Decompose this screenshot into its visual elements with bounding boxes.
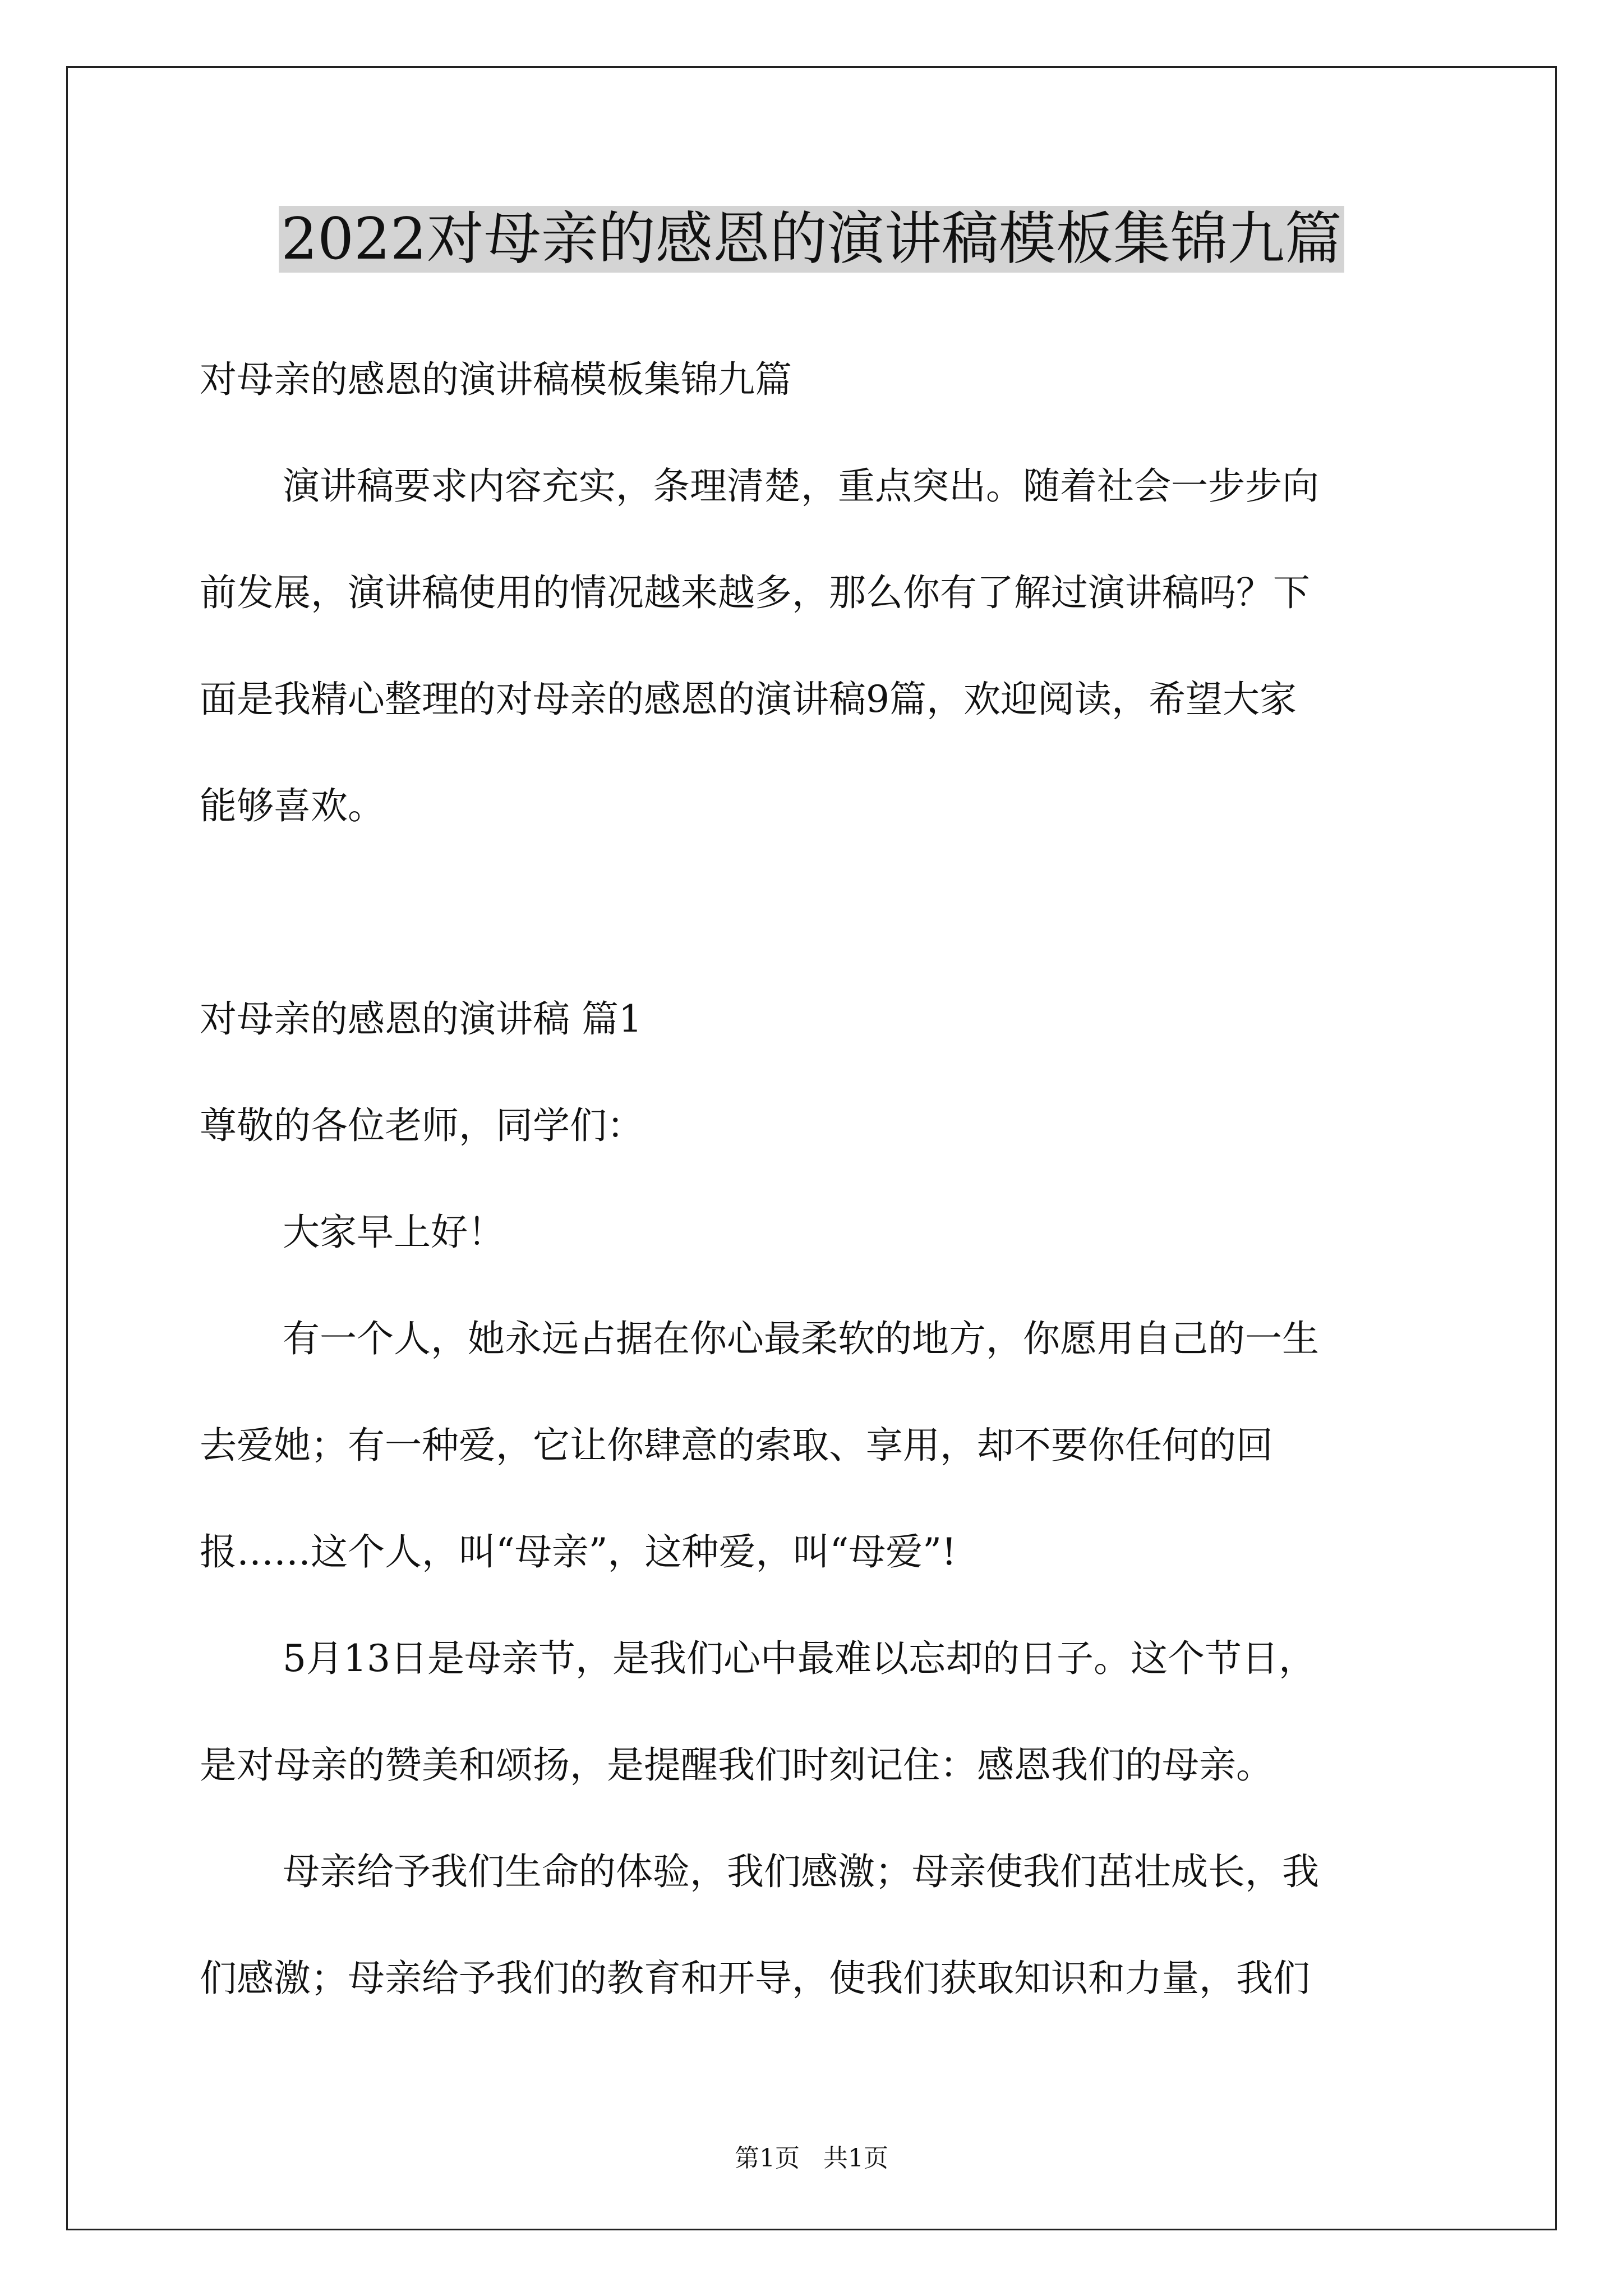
body-line: 前发展，演讲稿使用的情况越来越多，那么你有了解过演讲稿吗？下 [200,571,1310,614]
document-title-text: 2022对母亲的感恩的演讲稿模板集锦九篇 [279,206,1344,273]
document-body [200,326,1433,2032]
body-line: 有一个人，她永远占据在你心最柔软的地方，你愿用自己的一生 [283,1317,1319,1360]
body-line: 母亲给予我们生命的体验，我们感激；母亲使我们茁壮成长，我 [283,1850,1319,1893]
body-line: 是对母亲的赞美和颂扬，是提醒我们时刻记住：感恩我们的母亲。 [200,1743,1273,1787]
body-line: 面是我精心整理的对母亲的感恩的演讲稿9篇，欢迎阅读，希望大家 [200,678,1297,721]
body-line: 大家早上好！ [283,1211,505,1254]
body-line: 对母亲的感恩的演讲稿 篇1 [200,997,642,1041]
body-line: 对母亲的感恩的演讲稿模板集锦九篇 [200,358,792,401]
body-line: 5月13日是母亲节，是我们心中最难以忘却的日子。这个节日， [283,1637,1316,1680]
body-line: 报……这个人，叫“母亲”，这种爱，叫“母爱”! [200,1530,957,1573]
body-line: 尊敬的各位老师，同学们： [200,1104,644,1147]
document-title [0,203,1623,276]
body-line: 们感激；母亲给予我们的教育和开导，使我们获取知识和力量，我们 [200,1957,1310,2000]
page-footer: 第1页 共1页 [735,2144,888,2173]
body-line: 去爱她；有一种爱，它让你肆意的索取、享用，却不要你任何的回 [200,1424,1273,1467]
body-line: 演讲稿要求内容充实，条理清楚，重点突出。随着社会一步步向 [283,464,1319,508]
body-line: 能够喜欢。 [200,784,385,827]
